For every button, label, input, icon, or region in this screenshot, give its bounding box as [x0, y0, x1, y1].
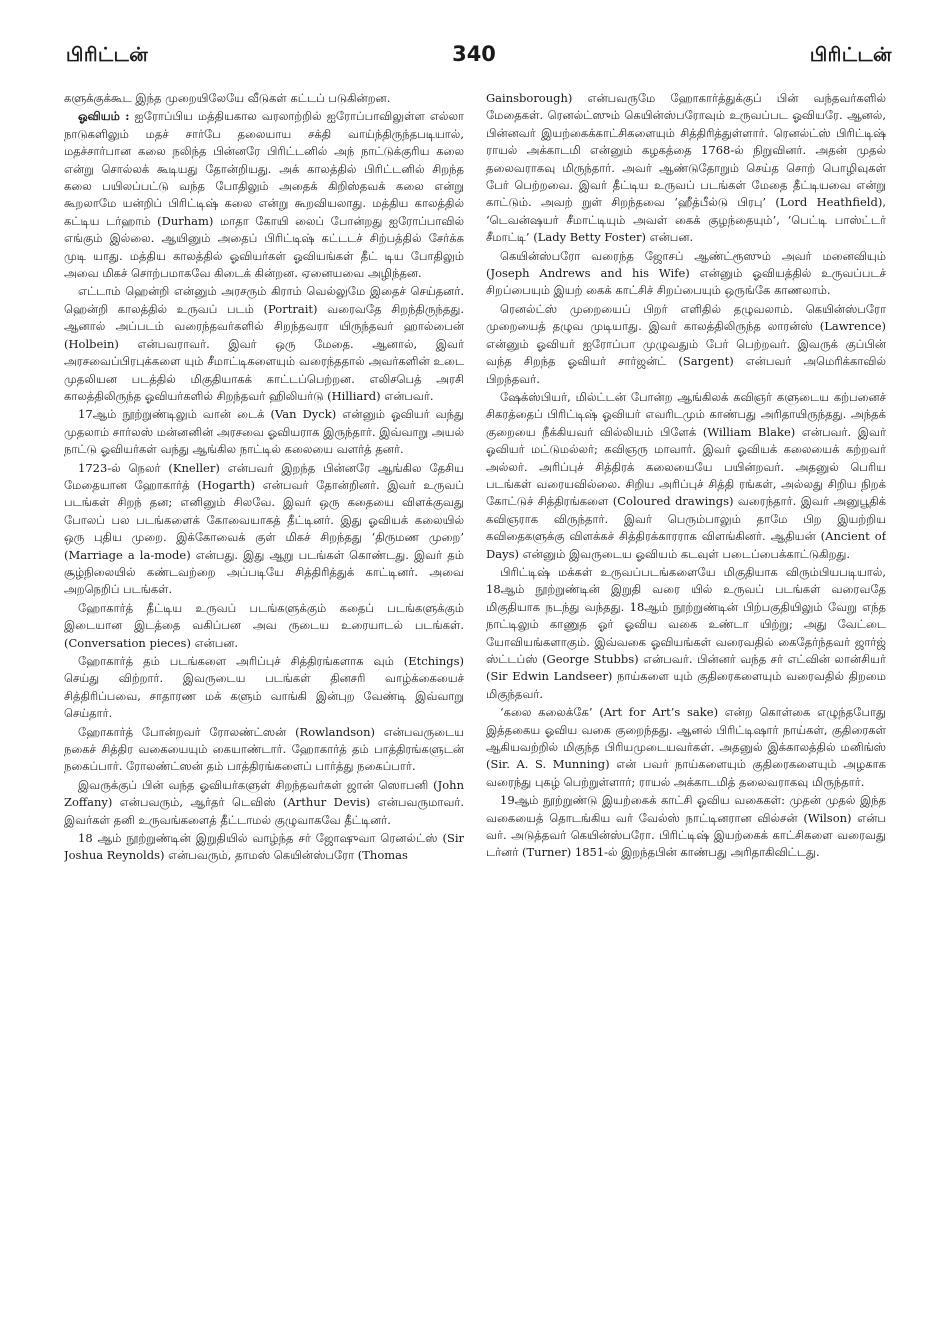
page-header	[44, 44, 904, 80]
paragraph: களுக்குக்கூட இந்த முறையிலேயே வீடுகள் கட்டப் படுகின்றன.	[64, 91, 391, 105]
paragraph: இவருக்குப் பின் வந்த ஓவியர்களுள் சிறந்தவர்கள் ஜான் ஸொபனி (John Zoffany) என்பவரும், ஆர்தர் டெவிஸ் (Arthur Devis) என்பவருமாவர். இவர்கள் தனி உருவங்களைத் தீட்டாமல் குழுவாகவே தீட்டினர்.	[64, 777, 464, 827]
paragraph: Gainsborough) என்பவருமே ஹோகார்த்துக்குப் பின் வந்தவர்களில் மேதைகள். ரெனல்ட்ஸும் கெயின்ஸ்பரோவும் உருவப்பட ஓவியரே. ஆனல், பின்னவர் இயற்கைக்காட்சிகளையும் சித்திரித்துள்ளார். ரெனல்ட்ஸ் பிரிட்டிஷ் ராயல் அக்காடமி என்னும் கழகத்தை 1768-ல் நிறுவினர். அதன் முதல் தலைவராகவு மிருந்தார். அவர் ஆண்டுதோறும் செய்த சொற் பொழிவுகள் பேர் பெற்றவை. இவர் தீட்டிய உருவப் படங்கள் மேதை தீட்டியவை என்று காட்டும். அவற் றுள் சிறந்தவை ‘ஹீத்பீல்டு பிரபு’ (Lord Heathfield), ‘டெவன்ஷயர் சீமாட்டியும் அவள் கைக் குழந்தையும்’, ‘பெட்டி பாஸ்ட்டர் சீமாட்டி’ (Lady Betty Foster) என்பன.	[486, 91, 886, 245]
paragraph: எட்டாம் ஹென்றி என்னும் அரசரும் கிராம் வெல்லுமே இதைச் செய்தனர். ஹென்றி காலத்தில் உருவப் படம் (Portrait) வரைவதே சிறந்திருந்தது. ஆனால் அப்படம் வரைந்தவர்களில் சிறந்தவரா யிருந்தவர் ஹால்பைன் (Holbein) என்பவராவர். இவர் ஒரு மேதை. ஆனால், இவர் அரசவைப்பிரபுக்களை யும் சீமாட்டிகளையும் வரைந்ததால் அவர்களின் உடை முதலியன படத்தில் மிகுதியாகக் காட்டப்பெற்றன. எலிசபெத் அரசி காலத்திலிருந்த ஓவியர்களில் சிறந்தவர் ஹிலியர்டு (Hilliard) என்பவர்.	[64, 284, 464, 403]
paragraph: ஹோகார்த் தம் படங்களை அரிப்புச் சித்திரங்களாக வும் (Etchings) செய்து விற்றார். இவருடைய படங்கள் தினசரி வாழ்க்கையைச் சித்திரிப்பவை, சாதாரண மக் களும் வாங்கி இன்புற வேண்டி இவ்வாறு செய்தார்.	[64, 654, 464, 721]
paragraph: ரெனல்ட்ஸ் முறையைப் பிறர் எளிதில் தழுவலாம். கெயின்ஸ்பரோ முறையைத் தழுவ முடியாது. இவர் காலத்திலிருந்த லாரன்ஸ் (Lawrence) என்னும் ஓவியர் ஐரோப்பா முழுவதும் பேர் பெற்றவர். இவருக் குப்பின் வந்த சிறந்த ஓவியர் சார்ஜன்ட் (Sargent) என்பவர் அமெரிக்காவில் பிறந்தவர்.	[486, 301, 886, 386]
right-column	[486, 90, 886, 1290]
paragraph: பிரிட்டிஷ் மக்கள் உருவப்படங்களையே மிகுதியாக விரும்பியபடியால், 18ஆம் நூற்றுண்டின் இறுதி வரை யில் உருவப் படங்கள் வரைவதே மிகுதியாக நடந்து வந்தது. 18ஆம் நூற்றுண்டின் பிற்பகுதியிலும் வேறு எந்த நாட்டிலும் காணுத ஓர் ஓவிய வகை உண்டா யிற்று; அது வேட்டை யோவியங்களாகும். இவ்வகை ஓவியங்கள் வரைவதில் கைதேர்ந்தவர் ஜார்ஜ் ஸ்ட்டப்ஸ் (George Stubbs) என்பவர். பின்னர் வந்த சர் எட்வின் லான்சியர் (Sir Edwin Landseer) நாய்களை யும் குதிரைகளையும் வரைவதில் திறமை மிகுந்தவர்.	[486, 564, 886, 701]
paragraph	[64, 108, 464, 282]
paragraph: 18 ஆம் நூற்றுண்டின் இறுதியில் வாழ்ந்த சர் ஜோஷுவா ரெனல்ட்ஸ் (Sir Joshua Reynolds) என்பவரும், தாமஸ் கெயின்ஸ்பரோ (Thomas	[64, 831, 464, 863]
running-head-left: பிரிட்டன்	[66, 44, 149, 66]
left-column	[64, 90, 464, 1290]
paragraph: ஹோகார்த் போன்றவர் ரோலண்ட்ஸன் (Rowlandson) என்பவருடைய நகைச் சித்திர வகையையும் கையாண்டார். ஹோகார்த் தம் பாத்திரங்களுடன் நகைப்பார். ரோலண்ட்ஸன் தம் பாத்திரங்களைப் பார்த்து நகைப்பார்.	[64, 724, 464, 774]
paragraph: 1723-ல் நெலர் (Kneller) என்பவர் இறந்த பின்னரே ஆங்கில தேசிய மேதையான ஹோகார்த் (Hogarth) என்பவர் தோன்றினர். இவர் உருவப் படங்கள் சிறந் தன; எனினும் சிலவே. இவர் ஒரு கதையை விளக்குவது போலப் பல படங்களைக் கோவையாகத் தீட்டினர். இது ஓவியக் கலையில் ஒரு புதிய முறை. இக்கோவைக் குள் மிகச் சிறந்தது ‘திருமண முறை’ (Marriage a la-mode) என்பது. இது ஆறு படங்கள் கொண்டது. இவர் தம் சூழ்நிலையில் கண்டவற்றை அப்படியே சித்திரித்துக் காட்டினர். அவை அறநெறிப் படங்கள்.	[64, 460, 464, 597]
paragraph: ஹோகார்த் தீட்டிய உருவப் படங்களுக்கும் கதைப் படங்களுக்கும் இடையான இடத்தை வகிப்பன அவ ருடைய உரையாடல் படங்கள். (Conversation pieces) என்பன.	[64, 600, 464, 650]
running-head-right: பிரிட்டன்	[809, 44, 892, 66]
text-body	[64, 90, 886, 1290]
section-heading: ஓவியம் :	[78, 109, 130, 124]
paragraph: 17ஆம் நூற்றுண்டிலும் வான் டைக் (Van Dyck) என்னும் ஓவியர் வந்து முதலாம் சார்லஸ் மன்னனின் அரசவை ஓவியராக இருந்தார். இவ்வாறு அயல் நாட்டு ஓவியர்கள் வந்து ஆங்கில நாட்டில் கலையை வளர்த் தனர்.	[64, 407, 464, 457]
paragraph: ‘கலை கலைக்கே’ (Art for Art’s sake) என்ற கொள்கை எழுந்தபோது இத்தகைய ஓவிய வகை குறைந்தது. ஆனல் பிரிட்டிஷார் நாய்கள், குதிரைகள் ஆகியவற்றில் மிகுந்த பிரியமுடையவர்கள். அதனுல் இக்காலத்தில் மனிங்ஸ் (Sir. A. S. Munning) என் பவர் நாய்களையும் குதிரைகளையும் அழகாக வரைந்து புகழ் பெற்றுள்ளார்; ராயல் அக்காடமித் தலைவராகவு மிருந்தார்.	[486, 705, 886, 789]
paragraph: கெயின்ஸ்பரோ வரைந்த ஜோசப் ஆண்ட்ரூஸும் அவர் மனைவியும் (Joseph Andrews and his Wife) என்னும் ஓவியத்தில் உருவப்படச் சிறப்பையும் இயற் கைக் காட்சிச் சிறப்பையும் ஒருங்கே காணலாம்.	[486, 248, 886, 298]
page-number: 340	[452, 42, 496, 66]
paragraph: ஷேக்ஸ்பியர், மில்ட்டன் போன்ற ஆங்கிலக் கவிஞர் களுடைய கற்பனைச் சிகரத்தைப் பிரிட்டிஷ் ஓவியர் எவரிடமும் காண்பது அரிதாயிருந்தது. அந்தக் குறையை நீக்கியவர் வில்லியம் பிளேக் (William Blake) என்பவர். இவர் ஓவியர் மட்டுமல்லர்; கவிஞரு மாவார். இவர் ஓவியக் கலையைக் கற்றவர் அல்லர். அரிப்புச் சித்திரக் கலையையே பயின்றவர். அதனுல் பெரிய படங்கள் வரையவில்லை. சிறிய அரிப்புச் சித்தி ரங்கள், அல்லது சிறிய நிறக் கோட்டுச் சித்திரங்களை (Coloured drawings) வரைந்தார். இவர் அனுபூதிக் கவிஞராக விருந்தார். இவர் பெரும்பாலும் தாமே பிற இயற்றிய கவிதைகளுக்கு விளக்கச் சித்திரக்காரராக விளங்கினர். ஆதியன் (Ancient of Days) என்னும் இவருடைய ஓவியம் கடவுள் படைப்பைக்காட்டுகிறது.	[486, 389, 886, 561]
paragraph: 19ஆம் நூற்றுண்டு இயற்கைக் காட்சி ஓவிய வகைகள்: முதன் முதல் இந்த வகையைத் தொடங்கிய வர் வேல்ஸ் நாட்டினரான வில்சன் (Wilson) என்ப வர். அடுத்தவர் கெயின்ஸ்பரோ. பிரிட்டிஷ் இயற்கைக் காட்சிகளை வரைவது டர்னர் (Turner) 1851-ல் இறந்தபின் காண்பது அரிதாகிவிட்டது.	[486, 793, 886, 860]
paragraph-text: ஐரோப்பிய மத்தியகால வரலாற்றில் ஐரோப்பாவிலுள்ள எல்லா நாடுகளிலும் மதச் சார்பே தலையாய சக்தி வாய்ந்திருந்தபடியால், மதச்சார்பான கலை நலிந்த பின்னரே பிரிட்டனில் அந் நாட்டுக்குரிய கலை என்று சொல்லக் கூடியது தோன்றியது. அக் காலத்தில் பிரிட்டனில் சிறந்த கலை பயிலப்பட்டு வந்த போதிலும் அதைக் கிறிஸ்தவக் கலை என்று கூறலாமே யன்றிப் பிரிட்டிஷ் கலை என்று கூறவியலாது. மத்திய காலத்தில் கட்டிய டர்ஹாம் (Durham) மாதா கோயி லைப் போன்றது ஐரோப்பாவில் எங்கும் இல்லை. ஆயினும் அதைப் பிரிட்டிஷ் கட்டடச் சிற்பத்தில் சேர்க்க முடி யாது. மத்திய காலத்தில் ஓவியர்கள் ஓவியங்கள் தீட் டிய போதிலும் அவை மிகச் சொற்பமாகவே கிடைக் கின்றன. ஏனையவை அழிந்தன.	[64, 109, 464, 281]
